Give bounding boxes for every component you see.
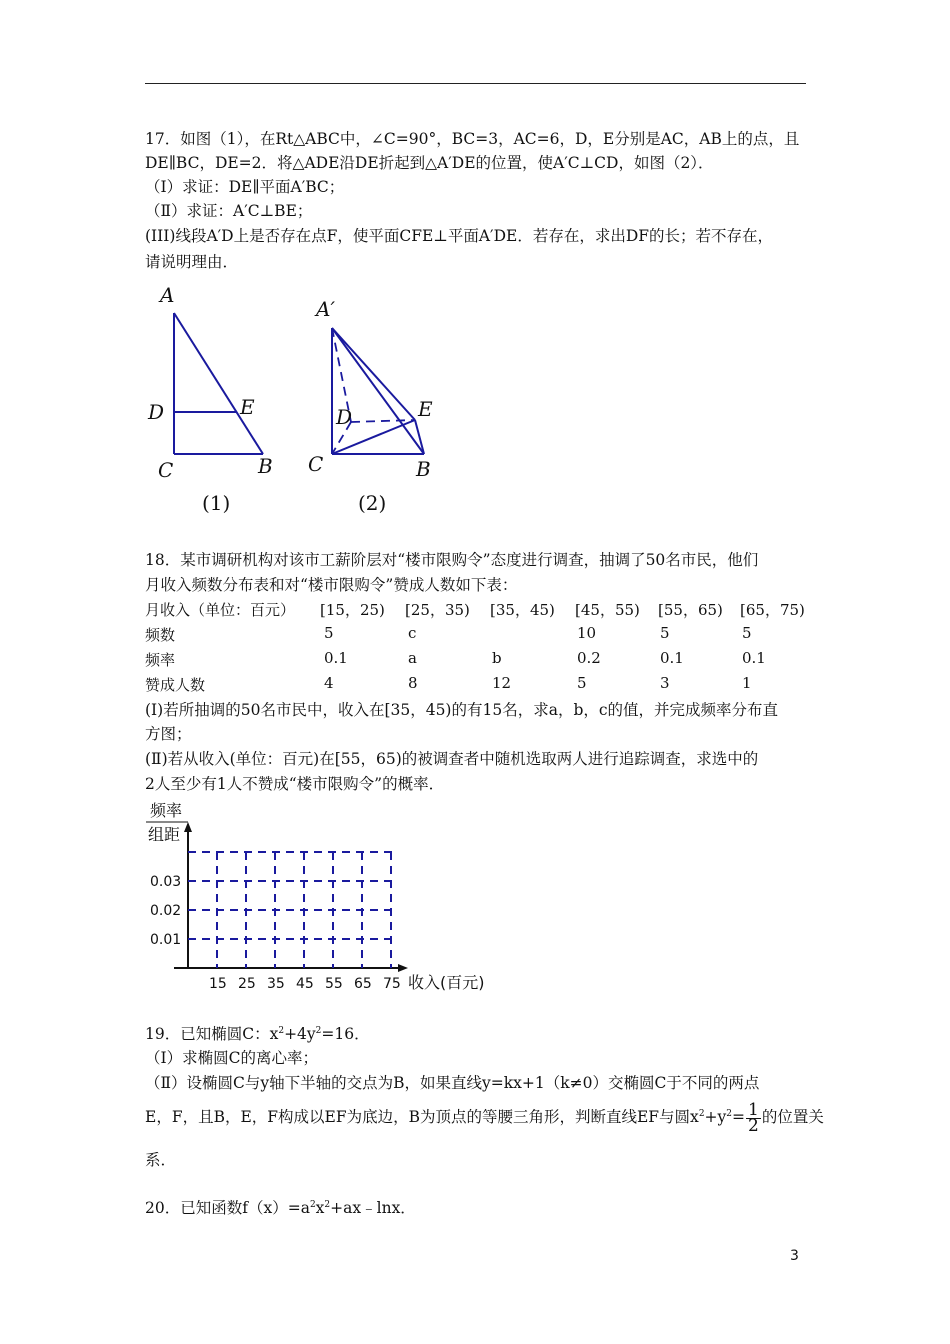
q18-part1a: (Ⅰ)若所抽调的50名市民中，收入在[35，45)的有15名，求a，b，c的值，并完成频率分布直 <box>145 701 779 719</box>
q19-part2a: （Ⅱ）设椭圆C与y轴下半轴的交点为B，如果直线y=kx+1（k≠0）交椭圆C于不同的两点 <box>145 1074 760 1092</box>
header-rule <box>145 83 806 84</box>
hist-x-tick: 35 <box>267 976 285 992</box>
q20-text: x <box>315 1199 325 1217</box>
q19-sup: 2 <box>698 1109 705 1119</box>
hist-y-tick: 0.02 <box>150 903 182 919</box>
hist-x-tick: 65 <box>354 976 372 992</box>
q18-part1b: 方图； <box>145 725 192 743</box>
hist-x-tick: 55 <box>325 976 343 992</box>
fig2-label-c: C <box>308 452 324 476</box>
table-header-cell: [45，55) <box>575 601 640 619</box>
table-cell: 8 <box>408 674 418 692</box>
q19-sup: 2 <box>726 1109 733 1119</box>
q20-text: +ax﹣lnx． <box>330 1199 416 1217</box>
hist-x-tick: 45 <box>296 976 314 992</box>
table-cell: a <box>408 649 417 667</box>
fraction-denominator: 2 <box>748 1116 759 1136</box>
q19-text: +4y <box>284 1025 316 1043</box>
q17-line1: 17．如图（1），在Rt△ABC中，∠C=90°，BC=3，AC=6，D，E分别是AC，AB上的点，且 <box>145 130 800 148</box>
hist-x-arrow <box>398 964 408 972</box>
fig2-caption: (2) <box>358 491 387 515</box>
q19-text: = <box>732 1108 746 1126</box>
q17-part2: （Ⅱ）求证：A′C⊥BE； <box>145 202 313 220</box>
fig2-label-a-prime: A′ <box>316 297 335 321</box>
table-cell: 12 <box>492 674 512 692</box>
q19-part2b <box>145 1100 824 1136</box>
fig1-caption: (1) <box>202 491 231 515</box>
fig2-label-e: E <box>418 397 433 421</box>
figure-1 <box>147 283 273 515</box>
table-cell: 0.1 <box>324 649 348 667</box>
hist-y-arrow <box>184 822 192 832</box>
table-cell: 5 <box>577 674 587 692</box>
q19-text: 的位置关 <box>761 1108 824 1126</box>
table-cell: 0.2 <box>577 649 601 667</box>
fig2-label-d: D <box>336 405 353 429</box>
table-cell: 3 <box>660 674 670 692</box>
hist-x-tick: 15 <box>209 976 227 992</box>
q20-sup: 2 <box>309 1200 316 1210</box>
q20-text: 20．已知函数f（x）=a <box>145 1199 310 1217</box>
table-cell: 1 <box>742 674 752 692</box>
hist-y-label-bottom: 组距 <box>148 825 181 844</box>
table-cell: 5 <box>660 624 670 642</box>
fig2-label-b: B <box>416 457 431 481</box>
q19-part2c: 系． <box>145 1151 177 1169</box>
table-cell: 5 <box>324 624 334 642</box>
table-header-cell: [25，35) <box>405 601 470 619</box>
q17-part3b: 请说明理由． <box>145 253 239 271</box>
q18-histogram-grid <box>140 800 500 1000</box>
hist-x-tick: 25 <box>238 976 256 992</box>
q19-sup: 2 <box>315 1026 322 1036</box>
fraction-one-half <box>746 1100 761 1136</box>
table-header-cell: [35，45) <box>490 601 555 619</box>
q17-figures <box>140 280 460 520</box>
q19-sup: 2 <box>278 1026 285 1036</box>
fig1-label-c: C <box>158 458 174 482</box>
table-cell: b <box>492 649 502 667</box>
hist-x-tick: 75 <box>383 976 401 992</box>
table-header-cell: 月收入（单位：百元） <box>145 601 296 619</box>
q19-text: 19．已知椭圆C：x <box>145 1025 279 1043</box>
q17-part1: （Ⅰ）求证：DE∥平面A′BC； <box>145 178 345 196</box>
fig1-label-a: A <box>160 283 175 307</box>
q19-text: =16． <box>321 1025 370 1043</box>
fig1-label-d: D <box>148 400 165 424</box>
table-cell: 赞成人数 <box>145 676 206 694</box>
hist-y-tick: 0.03 <box>150 874 182 890</box>
table-cell: 频数 <box>145 626 176 644</box>
q20-sup: 2 <box>324 1200 331 1210</box>
q19-line1 <box>145 1022 370 1046</box>
fraction-numerator: 1 <box>748 1100 759 1120</box>
table-cell: 0.1 <box>742 649 766 667</box>
table-cell: c <box>408 624 417 642</box>
q17-line2: DE∥BC，DE=2．将△ADE沿DE折起到△A′DE的位置，使A′C⊥CD，如图（2）． <box>145 154 714 172</box>
hist-y-tick: 0.01 <box>150 932 182 948</box>
figure-2 <box>308 297 433 515</box>
q19-text: E，F，且B，E，F构成以EF为底边，B为顶点的等腰三角形，判断直线EF与圆x <box>145 1108 699 1126</box>
table-cell: 0.1 <box>660 649 684 667</box>
q20-line1 <box>145 1196 416 1220</box>
table-cell: 5 <box>742 624 752 642</box>
hist-y-label-top: 频率 <box>150 801 183 820</box>
table-cell: 10 <box>577 624 597 642</box>
fig1-label-b: B <box>258 454 273 478</box>
hist-dashed-grid <box>188 852 392 968</box>
table-cell: 4 <box>324 674 334 692</box>
q18-line2: 月收入频数分布表和对“楼市限购令”赞成人数如下表： <box>145 576 518 594</box>
table-header-cell: [15，25) <box>320 601 385 619</box>
table-cell: 频率 <box>145 651 176 669</box>
q18-part2b: 2人至少有1人不赞成“楼市限购令”的概率． <box>145 775 445 793</box>
q18-line1: 18．某市调研机构对该市工薪阶层对“楼市限购令”态度进行调查，抽调了50名市民，他们 <box>145 551 759 569</box>
table-header-cell: [55，65) <box>658 601 723 619</box>
q18-part2a: (Ⅱ)若从收入(单位：百元)在[55，65)的被调查者中随机选取两人进行追踪调查，求选中的 <box>145 750 759 768</box>
page-number: 3 <box>790 1248 799 1264</box>
q17-part3a: (III)线段A′D上是否存在点F，使平面CFE⊥平面A′DE．若存在，求出DF的长；若不存在， <box>145 227 774 245</box>
q19-part1: （Ⅰ）求椭圆C的离心率； <box>145 1049 318 1067</box>
fig1-label-e: E <box>240 395 255 419</box>
q19-text: +y <box>704 1108 727 1126</box>
table-header-cell: [65，75) <box>740 601 805 619</box>
hist-x-label: 收入(百元) <box>408 973 485 992</box>
